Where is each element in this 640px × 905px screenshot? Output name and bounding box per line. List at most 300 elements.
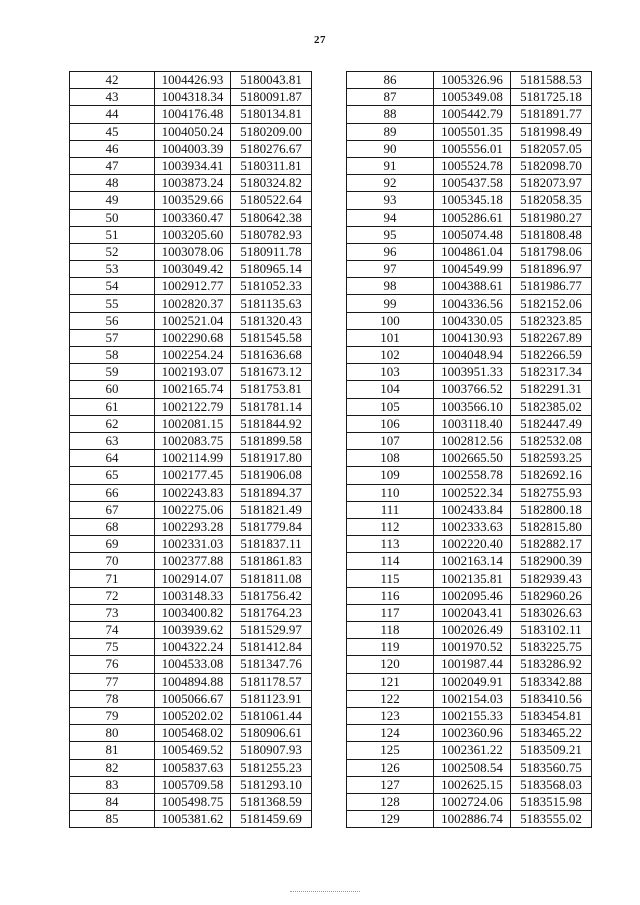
table-row [70, 295, 312, 312]
table-row [347, 587, 592, 604]
point-number-cell: 113 [347, 536, 434, 553]
point-number-cell: 95 [347, 226, 434, 243]
x-coordinate-cell: 1004549.99 [434, 261, 511, 278]
table-row [347, 690, 592, 707]
x-coordinate-cell: 1002508.54 [434, 759, 511, 776]
x-coordinate-cell: 1005286.61 [434, 209, 511, 226]
x-coordinate-cell: 1003360.47 [155, 209, 231, 226]
x-coordinate-cell: 1002914.07 [155, 570, 231, 587]
y-coordinate-cell: 5181753.81 [231, 381, 312, 398]
y-coordinate-cell: 5182058.35 [511, 192, 592, 209]
point-number-cell: 63 [70, 432, 155, 449]
point-number-cell: 120 [347, 656, 434, 673]
y-coordinate-cell: 5181811.08 [231, 570, 312, 587]
point-number-cell: 127 [347, 776, 434, 793]
y-coordinate-cell: 5183509.21 [511, 742, 592, 759]
y-coordinate-cell: 5181906.08 [231, 467, 312, 484]
point-number-cell: 43 [70, 89, 155, 106]
table-row [70, 329, 312, 346]
x-coordinate-cell: 1002049.91 [434, 673, 511, 690]
point-number-cell: 42 [70, 72, 155, 89]
point-number-cell: 80 [70, 725, 155, 742]
x-coordinate-cell: 1005202.02 [155, 707, 231, 724]
x-coordinate-cell: 1005066.67 [155, 690, 231, 707]
point-number-cell: 68 [70, 518, 155, 535]
point-number-cell: 62 [70, 415, 155, 432]
table-row [70, 140, 312, 157]
table-row [70, 312, 312, 329]
y-coordinate-cell: 5181756.42 [231, 587, 312, 604]
table-row [70, 432, 312, 449]
table-row [347, 553, 592, 570]
table-row [347, 347, 592, 364]
point-number-cell: 105 [347, 398, 434, 415]
y-coordinate-cell: 5182152.06 [511, 295, 592, 312]
point-number-cell: 115 [347, 570, 434, 587]
table-row [347, 364, 592, 381]
y-coordinate-cell: 5181061.44 [231, 707, 312, 724]
table-row [347, 329, 592, 346]
point-number-cell: 125 [347, 742, 434, 759]
table-row [347, 175, 592, 192]
y-coordinate-cell: 5181347.76 [231, 656, 312, 673]
table-row [70, 226, 312, 243]
y-coordinate-cell: 5180965.14 [231, 261, 312, 278]
point-number-cell: 67 [70, 501, 155, 518]
point-number-cell: 47 [70, 157, 155, 174]
table-row [70, 72, 312, 89]
point-number-cell: 92 [347, 175, 434, 192]
table-row [347, 639, 592, 656]
y-coordinate-cell: 5183102.11 [511, 622, 592, 639]
x-coordinate-cell: 1004861.04 [434, 243, 511, 260]
x-coordinate-cell: 1002558.78 [434, 467, 511, 484]
y-coordinate-cell: 5183225.75 [511, 639, 592, 656]
x-coordinate-cell: 1005498.75 [155, 793, 231, 810]
point-number-cell: 112 [347, 518, 434, 535]
point-number-cell: 114 [347, 553, 434, 570]
y-coordinate-cell: 5181459.69 [231, 811, 312, 828]
point-number-cell: 109 [347, 467, 434, 484]
x-coordinate-cell: 1003873.24 [155, 175, 231, 192]
x-coordinate-cell: 1003529.66 [155, 192, 231, 209]
y-coordinate-cell: 5182323.85 [511, 312, 592, 329]
y-coordinate-cell: 5181899.58 [231, 432, 312, 449]
y-coordinate-cell: 5181412.84 [231, 639, 312, 656]
point-number-cell: 96 [347, 243, 434, 260]
y-coordinate-cell: 5183568.03 [511, 776, 592, 793]
x-coordinate-cell: 1005837.63 [155, 759, 231, 776]
y-coordinate-cell: 5182593.25 [511, 450, 592, 467]
y-coordinate-cell: 5182755.93 [511, 484, 592, 501]
x-coordinate-cell: 1002043.41 [434, 604, 511, 621]
y-coordinate-cell: 5181894.37 [231, 484, 312, 501]
y-coordinate-cell: 5181636.68 [231, 347, 312, 364]
y-coordinate-cell: 5181588.53 [511, 72, 592, 89]
y-coordinate-cell: 5181896.97 [511, 261, 592, 278]
x-coordinate-cell: 1003049.42 [155, 261, 231, 278]
y-coordinate-cell: 5181986.77 [511, 278, 592, 295]
point-number-cell: 106 [347, 415, 434, 432]
point-number-cell: 45 [70, 123, 155, 140]
table-row [347, 742, 592, 759]
point-number-cell: 60 [70, 381, 155, 398]
table-row [70, 622, 312, 639]
x-coordinate-cell: 1003934.41 [155, 157, 231, 174]
point-number-cell: 94 [347, 209, 434, 226]
table-row [70, 415, 312, 432]
footer-dotted-mark [290, 891, 360, 893]
x-coordinate-cell: 1001970.52 [434, 639, 511, 656]
x-coordinate-cell: 1004336.56 [434, 295, 511, 312]
y-coordinate-cell: 5183454.81 [511, 707, 592, 724]
x-coordinate-cell: 1002521.04 [155, 312, 231, 329]
y-coordinate-cell: 5181052.33 [231, 278, 312, 295]
y-coordinate-cell: 5182800.18 [511, 501, 592, 518]
y-coordinate-cell: 5183560.75 [511, 759, 592, 776]
x-coordinate-cell: 1002193.07 [155, 364, 231, 381]
y-coordinate-cell: 5182098.70 [511, 157, 592, 174]
table-row [70, 261, 312, 278]
y-coordinate-cell: 5183555.02 [511, 811, 592, 828]
page-number: 27 [314, 34, 326, 46]
point-number-cell: 98 [347, 278, 434, 295]
y-coordinate-cell: 5182385.02 [511, 398, 592, 415]
table-row [347, 776, 592, 793]
x-coordinate-cell: 1004048.94 [434, 347, 511, 364]
y-coordinate-cell: 5181293.10 [231, 776, 312, 793]
table-row [347, 622, 592, 639]
table-row [70, 157, 312, 174]
table-row [70, 656, 312, 673]
table-row [70, 776, 312, 793]
point-number-cell: 44 [70, 106, 155, 123]
table-row [70, 604, 312, 621]
x-coordinate-cell: 1002886.74 [434, 811, 511, 828]
y-coordinate-cell: 5181135.63 [231, 295, 312, 312]
table-row [70, 398, 312, 415]
x-coordinate-cell: 1004894.88 [155, 673, 231, 690]
x-coordinate-cell: 1002820.37 [155, 295, 231, 312]
table-row [347, 381, 592, 398]
y-coordinate-cell: 5181725.18 [511, 89, 592, 106]
y-coordinate-cell: 5180311.81 [231, 157, 312, 174]
point-number-cell: 110 [347, 484, 434, 501]
y-coordinate-cell: 5181861.83 [231, 553, 312, 570]
x-coordinate-cell: 1003148.33 [155, 587, 231, 604]
table-row [70, 811, 312, 828]
point-number-cell: 103 [347, 364, 434, 381]
y-coordinate-cell: 5181545.58 [231, 329, 312, 346]
table-row [347, 398, 592, 415]
x-coordinate-cell: 1005556.01 [434, 140, 511, 157]
table-row [70, 536, 312, 553]
y-coordinate-cell: 5182317.34 [511, 364, 592, 381]
point-number-cell: 124 [347, 725, 434, 742]
x-coordinate-cell: 1003400.82 [155, 604, 231, 621]
y-coordinate-cell: 5182900.39 [511, 553, 592, 570]
x-coordinate-cell: 1005524.78 [434, 157, 511, 174]
x-coordinate-cell: 1002522.34 [434, 484, 511, 501]
x-coordinate-cell: 1002154.03 [434, 690, 511, 707]
x-coordinate-cell: 1004388.61 [434, 278, 511, 295]
x-coordinate-cell: 1004003.39 [155, 140, 231, 157]
table-row [347, 89, 592, 106]
y-coordinate-cell: 5182815.80 [511, 518, 592, 535]
point-number-cell: 53 [70, 261, 155, 278]
x-coordinate-cell: 1002177.45 [155, 467, 231, 484]
table-row [347, 793, 592, 810]
coordinates-table-right [346, 71, 592, 828]
point-number-cell: 54 [70, 278, 155, 295]
x-coordinate-cell: 1002331.03 [155, 536, 231, 553]
table-row [347, 501, 592, 518]
y-coordinate-cell: 5181808.48 [511, 226, 592, 243]
point-number-cell: 57 [70, 329, 155, 346]
x-coordinate-cell: 1002026.49 [434, 622, 511, 639]
x-coordinate-cell: 1005381.62 [155, 811, 231, 828]
x-coordinate-cell: 1002290.68 [155, 329, 231, 346]
table-row [70, 123, 312, 140]
x-coordinate-cell: 1002114.99 [155, 450, 231, 467]
table-row [347, 725, 592, 742]
y-coordinate-cell: 5181998.49 [511, 123, 592, 140]
x-coordinate-cell: 1002360.96 [434, 725, 511, 742]
point-number-cell: 117 [347, 604, 434, 621]
x-coordinate-cell: 1002377.88 [155, 553, 231, 570]
table-row [70, 742, 312, 759]
point-number-cell: 88 [347, 106, 434, 123]
table-row [347, 261, 592, 278]
table-row [347, 570, 592, 587]
y-coordinate-cell: 5181368.59 [231, 793, 312, 810]
point-number-cell: 89 [347, 123, 434, 140]
x-coordinate-cell: 1004426.93 [155, 72, 231, 89]
point-number-cell: 49 [70, 192, 155, 209]
point-number-cell: 104 [347, 381, 434, 398]
y-coordinate-cell: 5181781.14 [231, 398, 312, 415]
y-coordinate-cell: 5182057.05 [511, 140, 592, 157]
x-coordinate-cell: 1002243.83 [155, 484, 231, 501]
y-coordinate-cell: 5181917.80 [231, 450, 312, 467]
y-coordinate-cell: 5180276.67 [231, 140, 312, 157]
y-coordinate-cell: 5180134.81 [231, 106, 312, 123]
y-coordinate-cell: 5181779.84 [231, 518, 312, 535]
point-number-cell: 129 [347, 811, 434, 828]
x-coordinate-cell: 1002812.56 [434, 432, 511, 449]
table-row [347, 467, 592, 484]
point-number-cell: 70 [70, 553, 155, 570]
point-number-cell: 69 [70, 536, 155, 553]
x-coordinate-cell: 1004318.34 [155, 89, 231, 106]
y-coordinate-cell: 5183410.56 [511, 690, 592, 707]
x-coordinate-cell: 1002083.75 [155, 432, 231, 449]
table-row [70, 725, 312, 742]
point-number-cell: 77 [70, 673, 155, 690]
point-number-cell: 119 [347, 639, 434, 656]
table-row [347, 536, 592, 553]
y-coordinate-cell: 5183515.98 [511, 793, 592, 810]
x-coordinate-cell: 1002665.50 [434, 450, 511, 467]
table-row [70, 501, 312, 518]
point-number-cell: 76 [70, 656, 155, 673]
table-row [347, 192, 592, 209]
x-coordinate-cell: 1002333.63 [434, 518, 511, 535]
point-number-cell: 84 [70, 793, 155, 810]
table-row [70, 587, 312, 604]
point-number-cell: 91 [347, 157, 434, 174]
x-coordinate-cell: 1002095.46 [434, 587, 511, 604]
x-coordinate-cell: 1004130.93 [434, 329, 511, 346]
x-coordinate-cell: 1004322.24 [155, 639, 231, 656]
x-coordinate-cell: 1002433.84 [434, 501, 511, 518]
table-row [70, 364, 312, 381]
y-coordinate-cell: 5180043.81 [231, 72, 312, 89]
table-row [347, 707, 592, 724]
table-row [70, 381, 312, 398]
table-row [347, 811, 592, 828]
table-row [70, 570, 312, 587]
y-coordinate-cell: 5182692.16 [511, 467, 592, 484]
table-row [70, 89, 312, 106]
x-coordinate-cell: 1002724.06 [434, 793, 511, 810]
y-coordinate-cell: 5182447.49 [511, 415, 592, 432]
x-coordinate-cell: 1002135.81 [434, 570, 511, 587]
table-row [70, 518, 312, 535]
x-coordinate-cell: 1003766.52 [434, 381, 511, 398]
y-coordinate-cell: 5182960.26 [511, 587, 592, 604]
table-row [70, 467, 312, 484]
x-coordinate-cell: 1003205.60 [155, 226, 231, 243]
x-coordinate-cell: 1005349.08 [434, 89, 511, 106]
table-row [347, 226, 592, 243]
point-number-cell: 100 [347, 312, 434, 329]
table-row [70, 450, 312, 467]
point-number-cell: 107 [347, 432, 434, 449]
table-row [70, 673, 312, 690]
y-coordinate-cell: 5181255.23 [231, 759, 312, 776]
x-coordinate-cell: 1002625.15 [434, 776, 511, 793]
y-coordinate-cell: 5181178.57 [231, 673, 312, 690]
y-coordinate-cell: 5180782.93 [231, 226, 312, 243]
table-row [70, 175, 312, 192]
table-row [70, 278, 312, 295]
table-row [347, 295, 592, 312]
point-number-cell: 97 [347, 261, 434, 278]
y-coordinate-cell: 5181821.49 [231, 501, 312, 518]
point-number-cell: 59 [70, 364, 155, 381]
table-row [70, 553, 312, 570]
point-number-cell: 85 [70, 811, 155, 828]
y-coordinate-cell: 5180911.78 [231, 243, 312, 260]
x-coordinate-cell: 1002163.14 [434, 553, 511, 570]
table-row [70, 793, 312, 810]
y-coordinate-cell: 5180324.82 [231, 175, 312, 192]
table-row [70, 243, 312, 260]
y-coordinate-cell: 5181980.27 [511, 209, 592, 226]
point-number-cell: 64 [70, 450, 155, 467]
table-row [347, 484, 592, 501]
x-coordinate-cell: 1002254.24 [155, 347, 231, 364]
x-coordinate-cell: 1004050.24 [155, 123, 231, 140]
y-coordinate-cell: 5183026.63 [511, 604, 592, 621]
x-coordinate-cell: 1005326.96 [434, 72, 511, 89]
point-number-cell: 126 [347, 759, 434, 776]
table-row [70, 707, 312, 724]
point-number-cell: 50 [70, 209, 155, 226]
y-coordinate-cell: 5181891.77 [511, 106, 592, 123]
x-coordinate-cell: 1002122.79 [155, 398, 231, 415]
point-number-cell: 93 [347, 192, 434, 209]
table-row [347, 673, 592, 690]
y-coordinate-cell: 5183342.88 [511, 673, 592, 690]
x-coordinate-cell: 1005501.35 [434, 123, 511, 140]
y-coordinate-cell: 5182267.89 [511, 329, 592, 346]
table-row [347, 209, 592, 226]
x-coordinate-cell: 1005709.58 [155, 776, 231, 793]
table-row [70, 192, 312, 209]
point-number-cell: 46 [70, 140, 155, 157]
table-row [347, 123, 592, 140]
table-row [347, 157, 592, 174]
table-row [347, 72, 592, 89]
x-coordinate-cell: 1002275.06 [155, 501, 231, 518]
x-coordinate-cell: 1005442.79 [434, 106, 511, 123]
point-number-cell: 123 [347, 707, 434, 724]
y-coordinate-cell: 5182266.59 [511, 347, 592, 364]
x-coordinate-cell: 1005469.52 [155, 742, 231, 759]
point-number-cell: 83 [70, 776, 155, 793]
point-number-cell: 52 [70, 243, 155, 260]
point-number-cell: 101 [347, 329, 434, 346]
point-number-cell: 78 [70, 690, 155, 707]
point-number-cell: 58 [70, 347, 155, 364]
point-number-cell: 102 [347, 347, 434, 364]
y-coordinate-cell: 5180091.87 [231, 89, 312, 106]
table-row [347, 140, 592, 157]
y-coordinate-cell: 5181529.97 [231, 622, 312, 639]
coordinates-table-left [69, 71, 312, 828]
x-coordinate-cell: 1002081.15 [155, 415, 231, 432]
x-coordinate-cell: 1002293.28 [155, 518, 231, 535]
table-row [70, 484, 312, 501]
point-number-cell: 48 [70, 175, 155, 192]
point-number-cell: 121 [347, 673, 434, 690]
y-coordinate-cell: 5181320.43 [231, 312, 312, 329]
y-coordinate-cell: 5180907.93 [231, 742, 312, 759]
x-coordinate-cell: 1003951.33 [434, 364, 511, 381]
y-coordinate-cell: 5181123.91 [231, 690, 312, 707]
x-coordinate-cell: 1002165.74 [155, 381, 231, 398]
point-number-cell: 79 [70, 707, 155, 724]
y-coordinate-cell: 5183286.92 [511, 656, 592, 673]
point-number-cell: 90 [347, 140, 434, 157]
y-coordinate-cell: 5181837.11 [231, 536, 312, 553]
point-number-cell: 71 [70, 570, 155, 587]
y-coordinate-cell: 5181798.06 [511, 243, 592, 260]
point-number-cell: 81 [70, 742, 155, 759]
x-coordinate-cell: 1002155.33 [434, 707, 511, 724]
table-row [347, 432, 592, 449]
y-coordinate-cell: 5182532.08 [511, 432, 592, 449]
point-number-cell: 72 [70, 587, 155, 604]
point-number-cell: 65 [70, 467, 155, 484]
x-coordinate-cell: 1005437.58 [434, 175, 511, 192]
point-number-cell: 108 [347, 450, 434, 467]
point-number-cell: 82 [70, 759, 155, 776]
y-coordinate-cell: 5182291.31 [511, 381, 592, 398]
table-row [70, 690, 312, 707]
